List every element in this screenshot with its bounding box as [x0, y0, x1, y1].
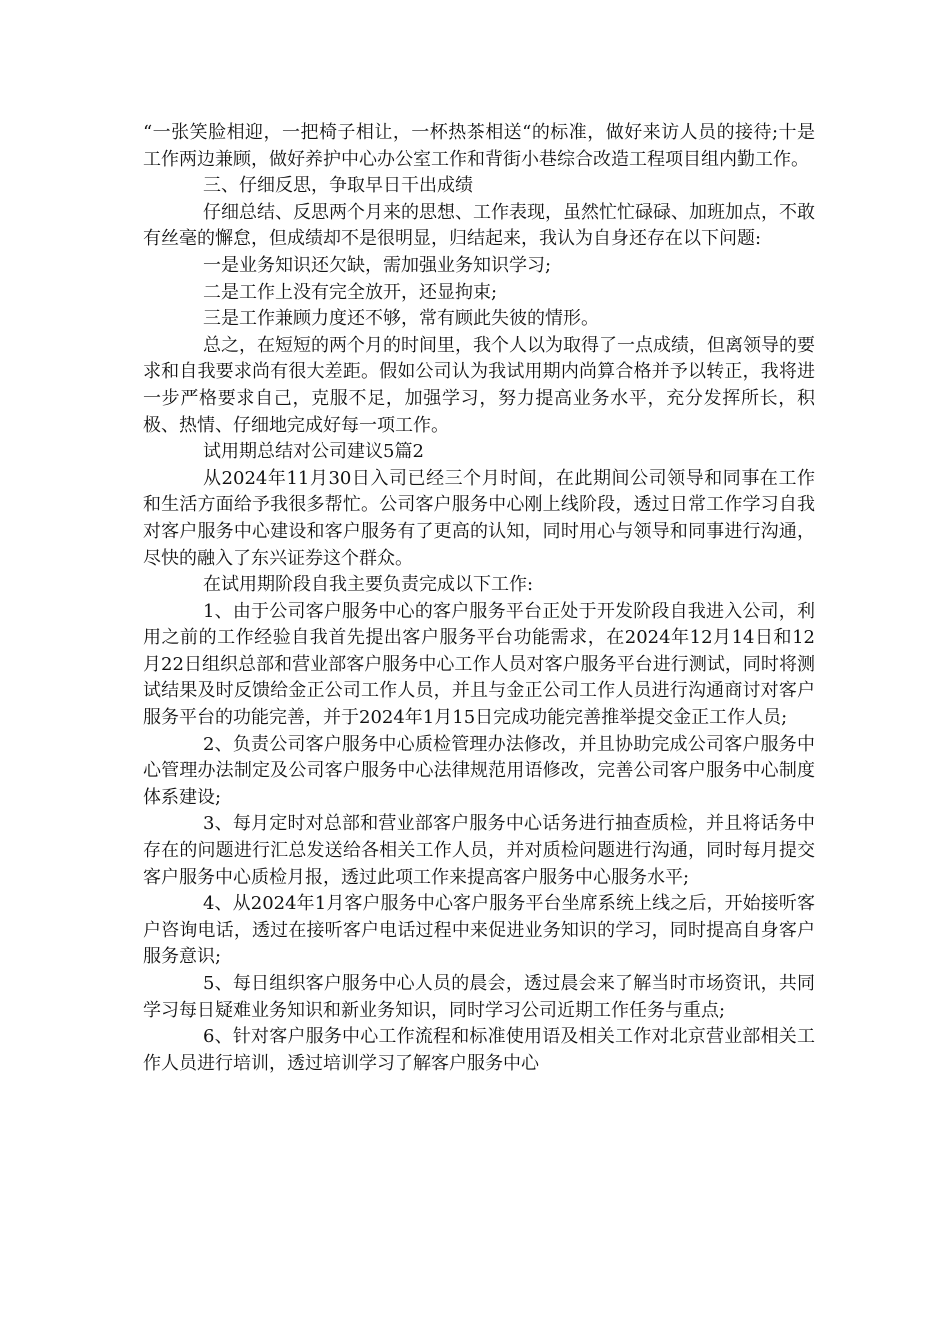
section-heading-reflection: 三、仔细反思，争取早日干出成绩 — [203, 175, 473, 197]
paragraph-work-list-intro: 在试用期阶段自我主要负责完成以下工作: — [203, 574, 534, 596]
paragraph-problem-2: 二是工作上没有完全放开，还显拘束; — [203, 281, 498, 303]
article-title-2: 试用期总结对公司建议5篇2 — [203, 441, 424, 463]
paragraph-work-item-3: 3、每月定时对总部和营业部客户服务中心话务进行抽查质检，并且将话务中存在的问题进行汇总发送给各相关工作人员，并对质检问题进行沟通，同时每月提交客户服务中心质检月报，透过此项工作来提高客户服务中心服务水平; — [143, 813, 815, 888]
document-page — [143, 120, 815, 1077]
paragraph-problem-3: 三是工作兼顾力度还不够，常有顾此失彼的情形。 — [203, 308, 599, 330]
paragraph-work-item-2: 2、负责公司客户服务中心质检管理办法修改，并且协助完成公司客户服务中心管理办法制定及公司客户服务中心法律规范用语修改，完善公司客户服务中心制度体系建设; — [143, 733, 815, 808]
paragraph-intro-2: 从2024年11月30日入司已经三个月时间，在此期间公司领导和同事在工作和生活方面给予我很多帮忙。公司客户服务中心刚上线阶段，透过日常工作学习自我对客户服务中心建设和客户服务有了更高的认知，同时用心与领导和同事进行沟通，尽快的融入了东兴证券这个群众。 — [143, 467, 815, 569]
paragraph-problem-1: 一是业务知识还欠缺，需加强业务知识学习; — [203, 254, 552, 276]
paragraph-work-item-6: 6、针对客户服务中心工作流程和标准使用语及相关工作对北京营业部相关工作人员进行培训，透过培训学习了解客户服务中心 — [143, 1026, 815, 1074]
paragraph-reception-standard: “一张笑脸相迎，一把椅子相让，一杯热茶相送“的标准，做好来访人员的接待;十是工作两边兼顾，做好养护中心办公室工作和背街小巷综合改造工程项目组内勤工作。 — [143, 122, 815, 170]
paragraph-work-item-1: 1、由于公司客户服务中心的客户服务平台正处于开发阶段自我进入公司，利用之前的工作经验自我首先提出客户服务平台功能需求，在2024年12月14日和12月22日组织总部和营业部客户服务中心工作人员对客户服务平台进行测试，同时将测试结果及时反馈给金正公司工作人员，并且与金正公司工作人员进行沟通商讨对客户服务平台的功能完善，并于2024年1月15日完成功能完善推举提交金正工作人员; — [143, 600, 815, 729]
paragraph-work-item-4: 4、从2024年1月客户服务中心客户服务平台坐席系统上线之后，开始接听客户咨询电话，透过在接听客户电话过程中来促进业务知识的学习，同时提高自身客户服务意识; — [143, 893, 815, 968]
paragraph-conclusion: 总之，在短短的两个月的时间里，我个人以为取得了一点成绩，但离领导的要求和自我要求尚有很大差距。假如公司认为我试用期内尚算合格并予以转正，我将进一步严格要求自己，克服不足，加强学习，努力提高业务水平，充分发挥所长，积极、热情、仔细地完成好每一项工作。 — [143, 334, 815, 436]
paragraph-work-item-5: 5、每日组织客户服务中心人员的晨会，透过晨会来了解当时市场资讯，共同学习每日疑难业务知识和新业务知识，同时学习公司近期工作任务与重点; — [143, 973, 815, 1021]
paragraph-reflection-summary: 仔细总结、反思两个月来的思想、工作表现，虽然忙忙碌碌、加班加点，不敢有丝毫的懈怠，但成绩却不是很明显，归结起来，我认为自身还存在以下问题: — [143, 201, 815, 250]
